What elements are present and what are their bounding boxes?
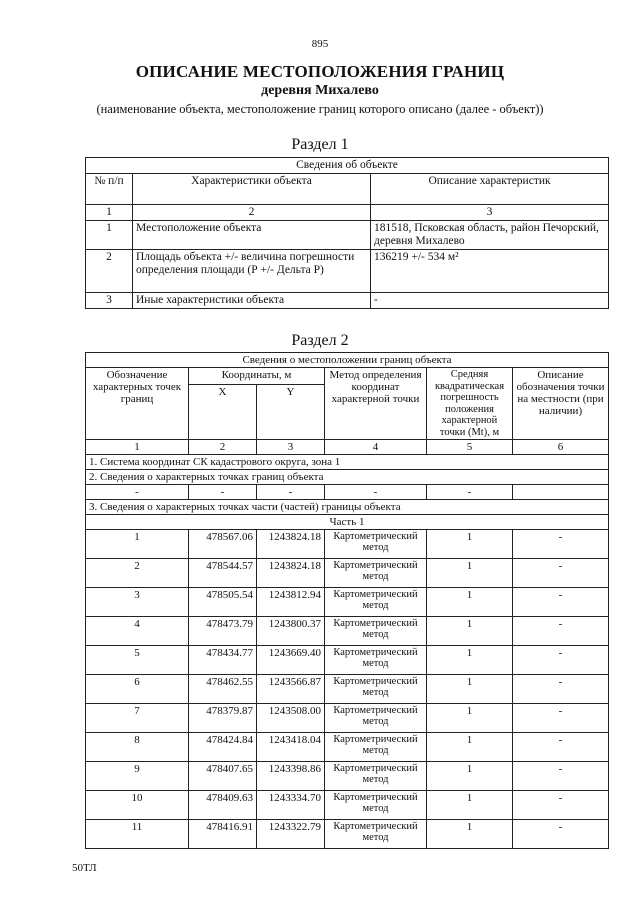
point-number: 10: [86, 791, 189, 820]
point-error: 1: [427, 675, 513, 704]
point-description: -: [513, 733, 609, 762]
table-row: [86, 820, 609, 849]
col-number: 6: [513, 440, 609, 455]
header-number: № п/п: [86, 174, 133, 205]
table-row: [86, 221, 609, 250]
point-y: 1243334.70: [257, 791, 325, 820]
point-number: 9: [86, 762, 189, 791]
table-row: [86, 530, 609, 559]
point-y: 1243812.94: [257, 588, 325, 617]
point-description: -: [513, 820, 609, 849]
table-row: [86, 704, 609, 733]
col-number: 4: [325, 440, 427, 455]
section1-heading: Раздел 1: [291, 136, 349, 153]
table-row: [86, 762, 609, 791]
boundary-points-row: 2. Сведения о характерных точках границ объекта: [86, 470, 609, 485]
col-number: 5: [427, 440, 513, 455]
point-x: 478473.79: [189, 617, 257, 646]
point-error: 1: [427, 820, 513, 849]
point-error: 1: [427, 559, 513, 588]
col-number: 2: [133, 205, 371, 221]
table-row: [86, 733, 609, 762]
point-number: 4: [86, 617, 189, 646]
row-characteristic: Иные характеристики объекта: [133, 293, 371, 309]
table-row: [86, 293, 609, 309]
dash-cell: -: [86, 485, 189, 500]
point-x: 478567.06: [189, 530, 257, 559]
table-row: [86, 588, 609, 617]
point-y: 1243398.86: [257, 762, 325, 791]
parts-row: 3. Сведения о характерных точках части (частей) границы объекта: [86, 500, 609, 515]
col-number: 1: [86, 440, 189, 455]
row-number: 1: [86, 221, 133, 250]
point-description: -: [513, 617, 609, 646]
point-y: 1243322.79: [257, 820, 325, 849]
table-row: [86, 675, 609, 704]
point-method: Картометрический метод: [325, 704, 427, 733]
point-method: Картометрический метод: [325, 733, 427, 762]
table-row: [86, 250, 609, 293]
col-number: 1: [86, 205, 133, 221]
col-number: 3: [257, 440, 325, 455]
point-description: -: [513, 704, 609, 733]
point-x: 478409.63: [189, 791, 257, 820]
dash-cell: -: [325, 485, 427, 500]
point-description: -: [513, 559, 609, 588]
document-title: ОПИСАНИЕ МЕСТОПОЛОЖЕНИЯ ГРАНИЦ: [135, 62, 505, 81]
row-number: 3: [86, 293, 133, 309]
row-description: 136219 +/- 534 м²: [371, 250, 609, 293]
point-number: 5: [86, 646, 189, 675]
header-x: X: [189, 385, 257, 440]
table-title: Сведения о местоположении границ объекта: [86, 353, 609, 368]
point-y: 1243669.40: [257, 646, 325, 675]
point-y: 1243824.18: [257, 530, 325, 559]
point-number: 2: [86, 559, 189, 588]
point-method: Картометрический метод: [325, 762, 427, 791]
point-method: Картометрический метод: [325, 791, 427, 820]
boundary-points-table: [85, 352, 609, 849]
table-row: [86, 559, 609, 588]
point-description: -: [513, 646, 609, 675]
point-error: 1: [427, 791, 513, 820]
coordinate-system-row: 1. Система координат СК кадастрового округа, зона 1: [86, 455, 609, 470]
section2-heading: Раздел 2: [291, 332, 349, 349]
point-method: Картометрический метод: [325, 820, 427, 849]
object-caption: (наименование объекта, местоположение границ которого описано (далее - объект)): [96, 102, 544, 116]
header-coordinates: Координаты, м: [189, 368, 325, 385]
footer-code: 50ТЛ: [72, 862, 97, 874]
point-number: 8: [86, 733, 189, 762]
table-row: [86, 791, 609, 820]
point-error: 1: [427, 733, 513, 762]
point-number: 6: [86, 675, 189, 704]
header-error: Средняя квадратическая погрешность положения характерной точки (Mt), м: [427, 368, 513, 440]
row-characteristic: Местоположение объекта: [133, 221, 371, 250]
point-error: 1: [427, 588, 513, 617]
row-characteristic: Площадь объекта +/- величина погрешности определения площади (Р +/- Дельта Р): [133, 250, 371, 293]
object-name: деревня Михалево: [261, 83, 379, 98]
dash-cell: -: [189, 485, 257, 500]
point-x: 478434.77: [189, 646, 257, 675]
point-number: 7: [86, 704, 189, 733]
point-x: 478462.55: [189, 675, 257, 704]
point-error: 1: [427, 617, 513, 646]
point-method: Картометрический метод: [325, 617, 427, 646]
point-x: 478544.57: [189, 559, 257, 588]
point-method: Картометрический метод: [325, 646, 427, 675]
part-label: Часть 1: [86, 515, 609, 530]
point-description: -: [513, 762, 609, 791]
point-error: 1: [427, 762, 513, 791]
point-number: 11: [86, 820, 189, 849]
table-title: Сведения об объекте: [86, 158, 609, 174]
point-y: 1243800.37: [257, 617, 325, 646]
table-row: [86, 617, 609, 646]
point-error: 1: [427, 704, 513, 733]
point-description: -: [513, 791, 609, 820]
col-number: 3: [371, 205, 609, 221]
point-y: 1243824.18: [257, 559, 325, 588]
dash-cell: -: [257, 485, 325, 500]
point-number: 1: [86, 530, 189, 559]
empty-points-row: [86, 485, 609, 500]
header-description: Описание характеристик: [371, 174, 609, 205]
dash-cell: [513, 485, 609, 500]
row-description: -: [371, 293, 609, 309]
object-info-table: [85, 157, 609, 309]
col-number: 2: [189, 440, 257, 455]
point-y: 1243566.87: [257, 675, 325, 704]
point-method: Картометрический метод: [325, 530, 427, 559]
table-row: [86, 646, 609, 675]
point-description: -: [513, 530, 609, 559]
point-x: 478407.65: [189, 762, 257, 791]
header-method: Метод определения координат характерной точки: [325, 368, 427, 440]
point-number: 3: [86, 588, 189, 617]
row-number: 2: [86, 250, 133, 293]
point-method: Картометрический метод: [325, 675, 427, 704]
point-method: Картометрический метод: [325, 559, 427, 588]
point-x: 478505.54: [189, 588, 257, 617]
point-error: 1: [427, 530, 513, 559]
row-description: 181518, Псковская область, район Печорский, деревня Михалево: [371, 221, 609, 250]
point-x: 478424.84: [189, 733, 257, 762]
header-characteristics: Характеристики объекта: [133, 174, 371, 205]
point-y: 1243418.04: [257, 733, 325, 762]
point-x: 478379.87: [189, 704, 257, 733]
point-description: -: [513, 675, 609, 704]
point-error: 1: [427, 646, 513, 675]
page-number: 895: [311, 38, 329, 50]
header-y: Y: [257, 385, 325, 440]
header-designation: Обозначение характерных точек границ: [86, 368, 189, 440]
point-description: -: [513, 588, 609, 617]
point-y: 1243508.00: [257, 704, 325, 733]
point-x: 478416.91: [189, 820, 257, 849]
dash-cell: -: [427, 485, 513, 500]
header-point-description: Описание обозначения точки на местности (при наличии): [513, 368, 609, 440]
point-method: Картометрический метод: [325, 588, 427, 617]
